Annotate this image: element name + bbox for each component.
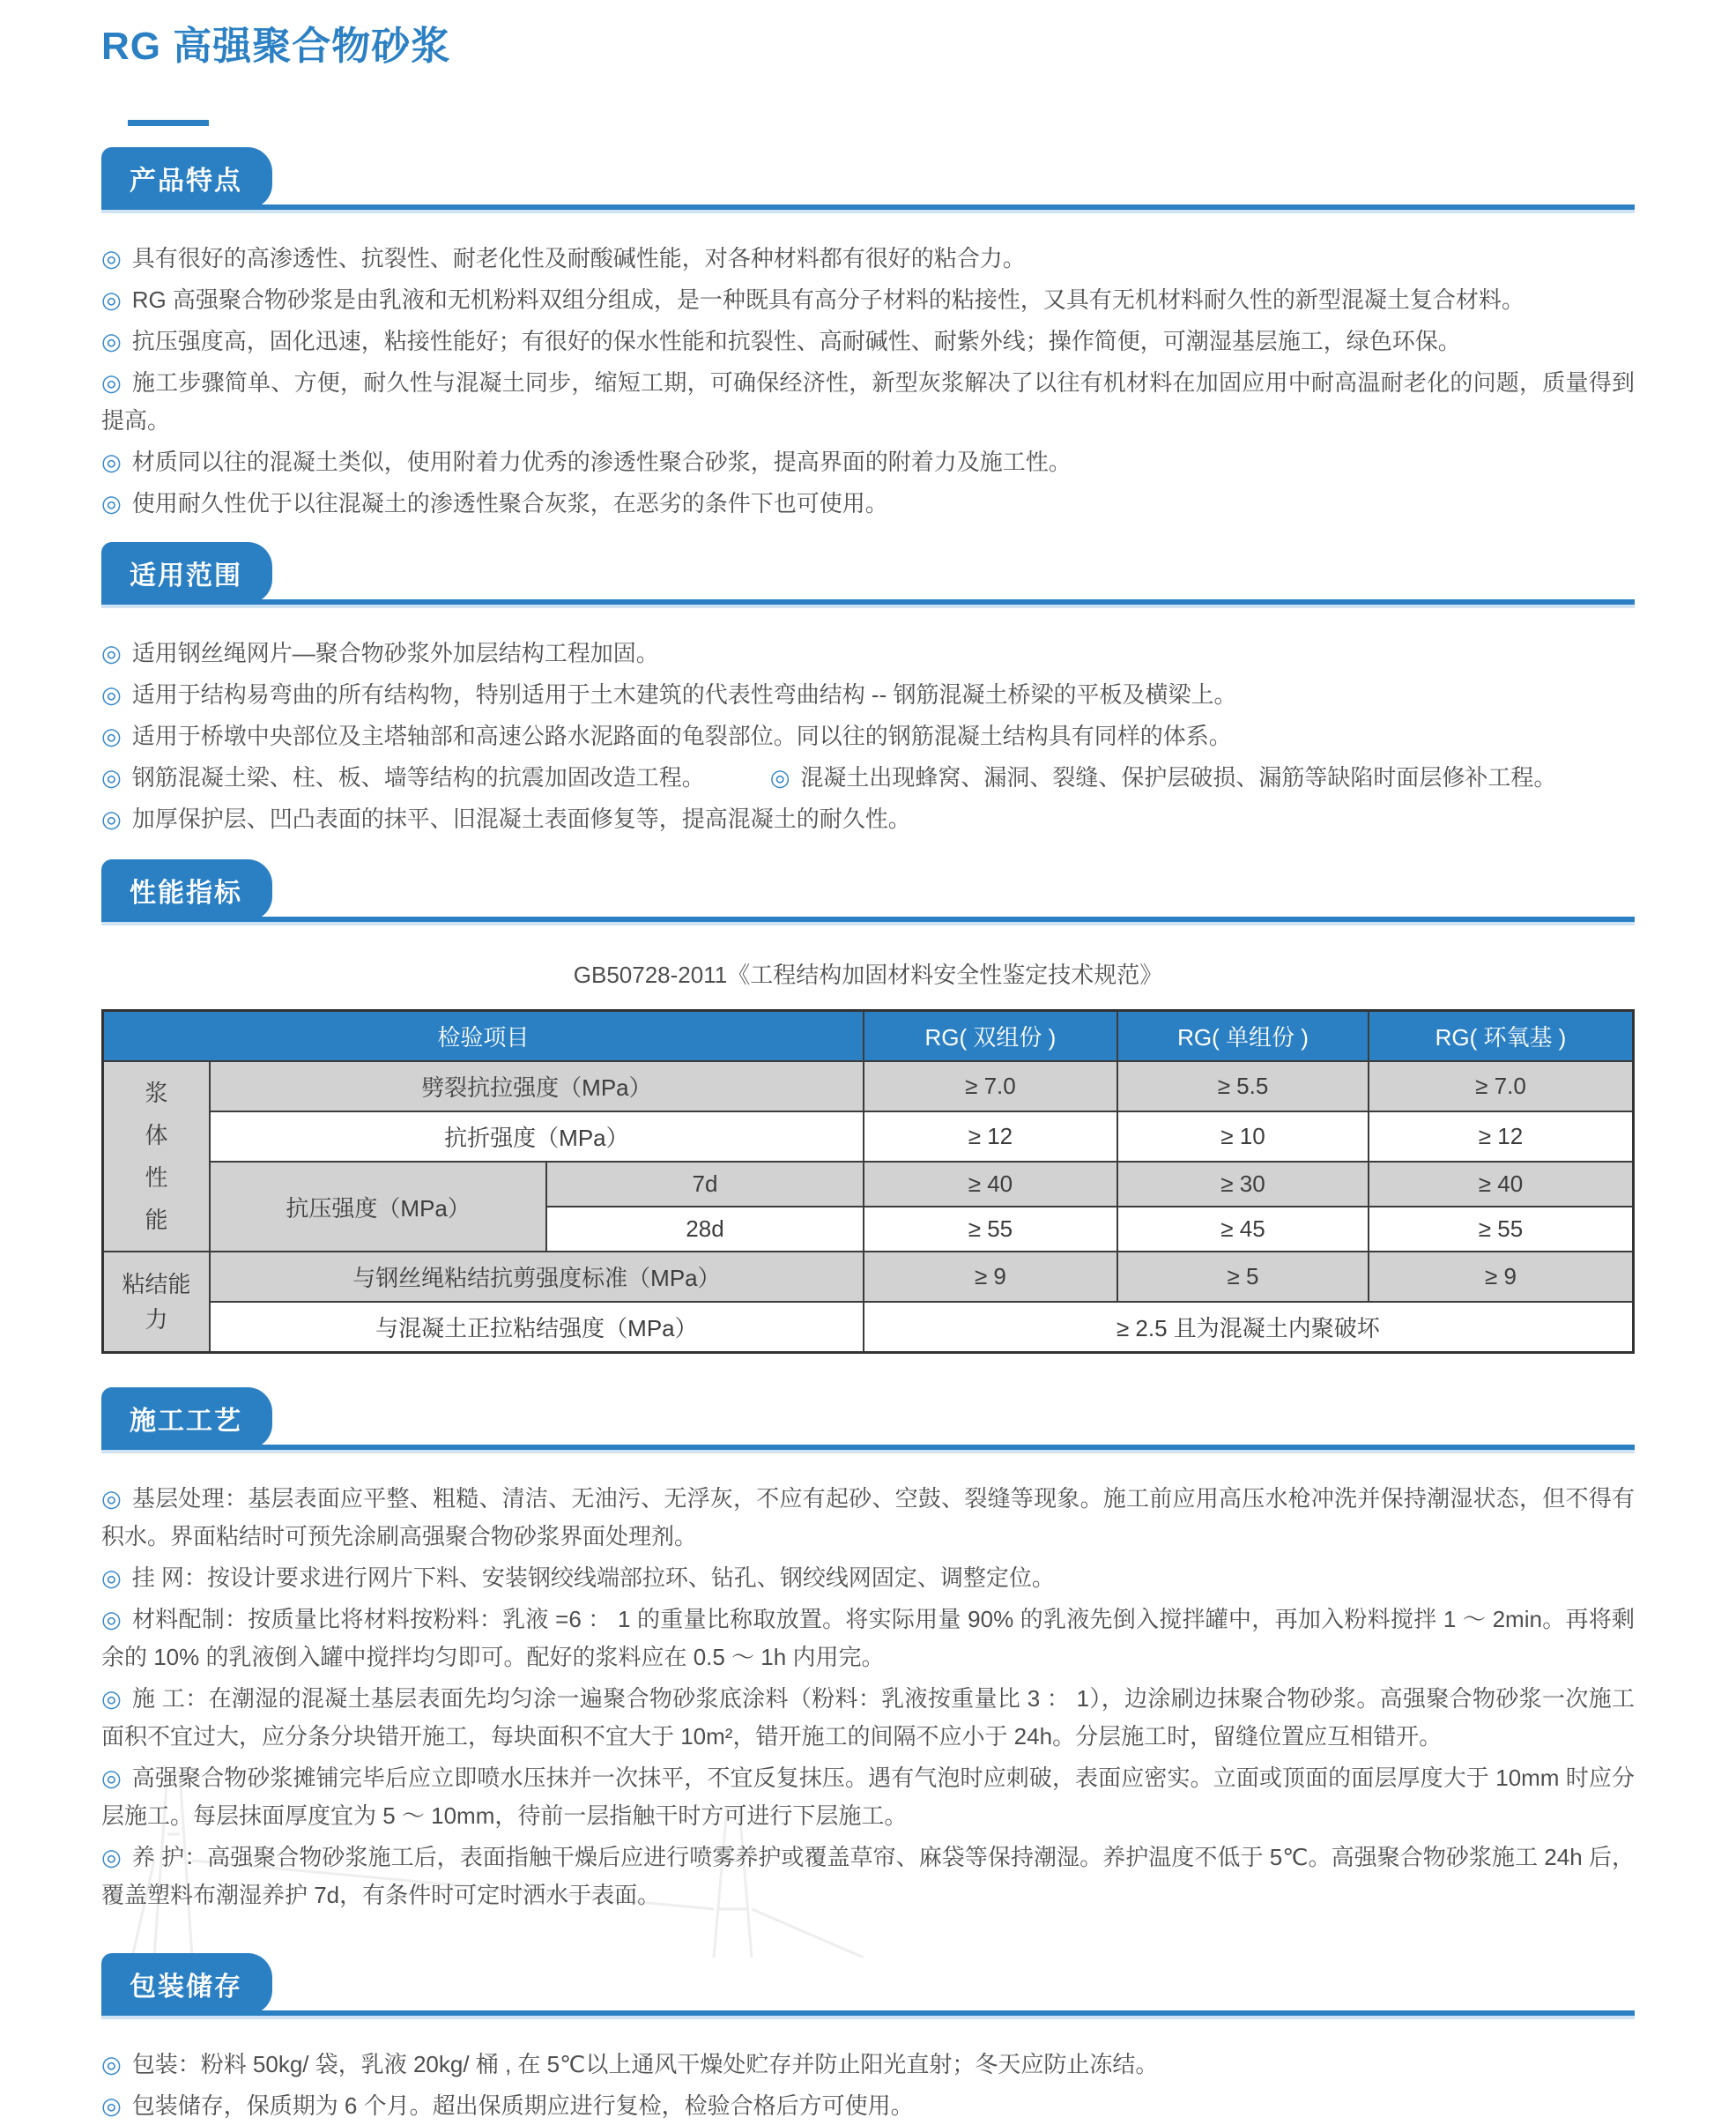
page-title: RG 高强聚合物砂浆 (101, 25, 451, 68)
process-item (101, 1759, 1635, 1835)
bullet-icon: ◎ (101, 449, 122, 475)
feature-item (101, 485, 1635, 523)
process-text: 材料配制：按质量比将材料按粉料：乳液 =6 ： 1 的重量比称取放置。将实际用量 90% 的乳液先倒入搅拌罐中，再加入粉料搅拌 1 ～ 2min。再将剩余的 10% 的乳液倒入罐中搅拌均匀即可。配好的浆料应在 0.5 ～ 1h 内用完。 (101, 1606, 1635, 1670)
bullet-icon: ◎ (101, 1844, 122, 1870)
process-item (101, 1839, 1635, 1914)
category-cell-paste: 浆体性能 (103, 1061, 211, 1252)
item-cell: 抗折强度（MPa） (210, 1111, 864, 1162)
section-performance (101, 859, 1635, 1354)
bullet-icon: ◎ (101, 490, 122, 516)
section-rule (101, 917, 1635, 922)
table-header-row (103, 1011, 1634, 1062)
section-rule (101, 599, 1635, 605)
item-cell: 劈裂抗拉强度（MPa） (210, 1061, 864, 1111)
features-list (101, 240, 1635, 523)
bullet-icon: ◎ (101, 369, 122, 396)
table-row (103, 1061, 1634, 1111)
feature-item (101, 281, 1635, 319)
section-tab-process: 施工工艺 (101, 1387, 272, 1449)
feature-text: 施工步骤简单、方便，耐久性与混凝土同步，缩短工期，可确保经济性，新型灰浆解决了以往有机材料在加固应用中耐高温耐老化的问题，质量得到提高。 (101, 369, 1635, 434)
bullet-icon: ◎ (101, 764, 122, 791)
section-tab-performance: 性能指标 (101, 859, 272, 921)
scope-text: 加厚保护层、凹凸表面的抹平、旧混凝土表面修复等，提高混凝土的耐久性。 (131, 806, 911, 832)
process-item (101, 1559, 1635, 1597)
bullet-icon: ◎ (769, 764, 790, 791)
table-row (103, 1162, 1634, 1207)
scope-list (101, 635, 1635, 838)
value-cell: ≥ 9 (864, 1252, 1117, 1302)
value-cell: ≥ 55 (1369, 1207, 1634, 1252)
feature-item (101, 240, 1635, 278)
section-header-process (101, 1387, 1635, 1450)
section-header-features (101, 147, 1635, 210)
section-tab-packaging: 包装储存 (101, 1953, 272, 2015)
value-cell: ≥ 7.0 (1369, 1061, 1634, 1111)
packaging-text: 包装：粉料 50kg/ 袋，乳液 20kg/ 桶 , 在 5℃以上通风干燥处贮存并防止阳光直射；冬天应防止冻结。 (131, 2051, 1159, 2077)
section-tab-features: 产品特点 (101, 147, 272, 209)
value-cell: ≥ 9 (1369, 1252, 1634, 1302)
process-item (101, 1480, 1635, 1556)
feature-item (101, 323, 1635, 360)
scope-item (101, 800, 1635, 838)
table-row (103, 1111, 1634, 1162)
value-cell: ≥ 10 (1117, 1111, 1369, 1162)
header-cell-items: 检验项目 (103, 1011, 864, 1062)
scope-item (101, 635, 1635, 672)
bullet-icon: ◎ (101, 328, 122, 354)
bullet-icon: ◎ (101, 2051, 122, 2077)
value-cell: ≥ 7.0 (864, 1061, 1117, 1111)
header-cell-rg-one: RG( 单组份 ) (1117, 1011, 1369, 1062)
scope-text: 混凝土出现蜂窝、漏洞、裂缝、保护层破损、漏筋等缺陷时面层修补工程。 (800, 764, 1557, 791)
process-list (101, 1480, 1635, 1914)
packaging-text: 包装储存，保质期为 6 个月。超出保质期应进行复检，检验合格后方可使用。 (131, 2092, 914, 2119)
process-text: 施 工：在潮湿的混凝土基层表面先均匀涂一遍聚合物砂浆底涂料（粉料：乳液按重量比 3 ： 1），边涂刷边抹聚合物砂浆。高强聚合物砂浆一次施工面积不宜过大，应分条分块错开施工，每块面积不宜大于 10m²，错开施工的间隔不应小于 24h。分层施工时，留缝位置应互相错开。 (101, 1685, 1636, 1750)
standard-reference: GB50728-2011《工程结构加固材料安全性鉴定技术规范》 (573, 962, 1163, 988)
category-cell-bond: 粘结能力 (103, 1252, 211, 1353)
table-row (103, 1302, 1634, 1353)
bullet-icon: ◎ (101, 1606, 122, 1632)
value-cell: ≥ 40 (1369, 1162, 1634, 1207)
bullet-icon: ◎ (101, 1765, 122, 1791)
bullet-icon: ◎ (101, 1685, 122, 1712)
section-packaging-storage (101, 1953, 1635, 2125)
header-cell-rg-two: RG( 双组份 ) (864, 1011, 1117, 1062)
value-cell-span: ≥ 2.5 且为混凝土内聚破坏 (864, 1302, 1634, 1353)
value-cell: ≥ 45 (1117, 1207, 1369, 1252)
section-rule (101, 2010, 1635, 2016)
section-header-scope (101, 542, 1635, 605)
bullet-icon: ◎ (101, 723, 122, 749)
item-cell-compressive: 抗压强度（MPa） (210, 1162, 546, 1252)
section-application-scope (101, 542, 1635, 838)
performance-table (101, 1009, 1635, 1354)
item-cell: 与混凝土正拉粘结强度（MPa） (210, 1302, 864, 1353)
header-cell-rg-epoxy: RG( 环氧基 ) (1369, 1011, 1634, 1062)
value-cell: ≥ 12 (1369, 1111, 1634, 1162)
feature-text: 具有很好的高渗透性、抗裂性、耐老化性及耐酸碱性能，对各种材料都有很好的粘合力。 (131, 245, 1026, 271)
value-cell: ≥ 30 (1117, 1162, 1369, 1207)
process-item (101, 1680, 1635, 1756)
feature-text: 抗压强度高，固化迅速，粘接性能好；有很好的保水性能和抗裂性、高耐碱性、耐紫外线；操作简便，可潮湿基层施工，绿色环保。 (131, 328, 1461, 354)
sub-cell-28d: 28d (546, 1207, 864, 1252)
process-text: 基层处理：基层表面应平整、粗糙、清洁、无油污、无浮灰，不应有起砂、空鼓、裂缝等现象。施工前应用高压水枪冲洗并保持潮湿状态，但不得有积水。界面粘结时可预先涂刷高强聚合物砂浆界面处理剂。 (101, 1485, 1635, 1549)
bullet-icon: ◎ (101, 681, 122, 708)
bullet-icon: ◎ (101, 245, 122, 271)
sub-cell-7d: 7d (546, 1162, 864, 1207)
section-rule (101, 204, 1635, 210)
scope-text: 适用于结构易弯曲的所有结构物，特别适用于土木建筑的代表性弯曲结构 -- 钢筋混凝土桥梁的平板及横梁上。 (131, 681, 1237, 708)
process-text: 高强聚合物砂浆摊铺完毕后应立即喷水压抹并一次抹平，不宜反复抹压。遇有气泡时应刺破，表面应密实。立面或顶面的面层厚度大于 10mm 时应分层施工。每层抹面厚度宜为 5 ～ 10mm，待前一层指触干时方可进行下层施工。 (101, 1765, 1636, 1829)
scope-text: 适用于桥墩中央部位及主塔轴部和高速公路水泥路面的龟裂部位。同以往的钢筋混凝土结构具有同样的体系。 (131, 723, 1232, 749)
value-cell: ≥ 12 (864, 1111, 1117, 1162)
section-construction-process (101, 1387, 1635, 1914)
item-cell: 与钢丝绳粘结抗剪强度标准（MPa） (210, 1252, 864, 1302)
packaging-item (101, 2087, 1635, 2125)
feature-text: RG 高强聚合物砂浆是由乳液和无机粉料双组分组成，是一种既具有高分子材料的粘接性，又具有无机材料耐久性的新型混凝土复合材料。 (131, 286, 1525, 313)
process-text: 养 护：高强聚合物砂浆施工后，表面指触干燥后应进行喷雾养护或覆盖草帘、麻袋等保持潮湿。养护温度不低于 5℃。高强聚合物砂浆施工 24h 后，覆盖塑料布潮湿养护 7d，有条件时可定时洒水于表面。 (101, 1844, 1636, 1908)
packaging-list (101, 2046, 1635, 2125)
feature-text: 使用耐久性优于以往混凝土的渗透性聚合灰浆，在恶劣的条件下也可使用。 (131, 490, 888, 516)
section-header-performance (101, 859, 1635, 922)
bullet-icon: ◎ (101, 2092, 122, 2119)
bullet-icon: ◎ (101, 286, 122, 313)
value-cell: ≥ 5 (1117, 1252, 1369, 1302)
process-item (101, 1601, 1635, 1676)
scope-item (101, 676, 1635, 714)
packaging-item (101, 2046, 1635, 2084)
section-tab-scope: 适用范围 (101, 542, 272, 604)
value-cell: ≥ 40 (864, 1162, 1117, 1207)
bullet-icon: ◎ (101, 640, 122, 666)
scope-item-pair (101, 759, 1635, 797)
section-product-features (101, 147, 1635, 523)
scope-text: 钢筋混凝土梁、柱、板、墙等结构的抗震加固改造工程。 (131, 764, 705, 791)
feature-item (101, 443, 1635, 481)
bullet-icon: ◎ (101, 806, 122, 832)
feature-text: 材质同以往的混凝土类似，使用附着力优秀的渗透性聚合砂浆，提高界面的附着力及施工性。 (131, 449, 1072, 475)
value-cell: ≥ 55 (864, 1207, 1117, 1252)
title-underline (128, 120, 209, 126)
scope-text: 适用钢丝绳网片—聚合物砂浆外加层结构工程加固。 (131, 640, 659, 666)
table-row (103, 1252, 1634, 1302)
section-rule (101, 1445, 1635, 1450)
bullet-icon: ◎ (101, 1485, 122, 1512)
scope-item (101, 717, 1635, 755)
feature-item (101, 364, 1635, 440)
value-cell: ≥ 5.5 (1117, 1061, 1369, 1111)
process-text: 挂 网：按设计要求进行网片下料、安装钢绞线端部拉环、钻孔、钢绞线网固定、调整定位。 (131, 1564, 1055, 1591)
bullet-icon: ◎ (101, 1564, 122, 1591)
section-header-packaging (101, 1953, 1635, 2016)
